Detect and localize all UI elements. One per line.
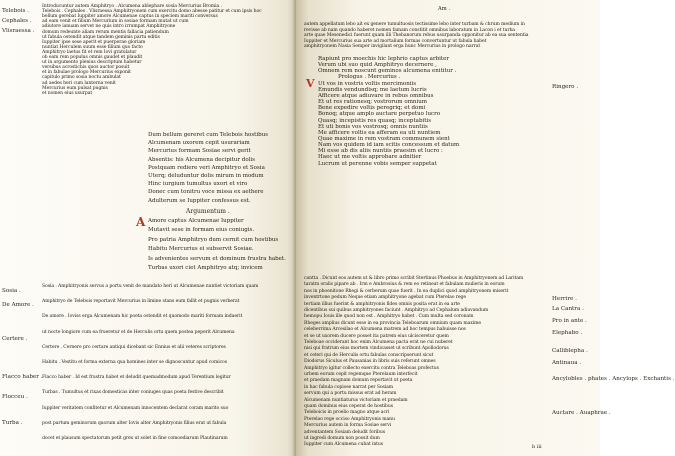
argument-line: Mercurius formam Sosiae servi gerit xyxy=(148,148,251,155)
verse-line: Afficere atque adiuvare in rebus omnibus xyxy=(318,92,434,99)
margin-note: Flacco haber . xyxy=(2,374,43,380)
text-line: Iuppiter et Mercurius sua arte ad mortalium formas convertuntur ut fabula habet xyxy=(304,38,487,44)
verse-line: Lucrum ut perenne vobis semper suppetat xyxy=(318,160,437,167)
text-line: Introducuntur autem Amphitryo . Alcumena ablephare sosia Mercurius Bromia . xyxy=(42,4,222,9)
text-line: ad aedes heri cum lanterna venit xyxy=(42,80,116,86)
text-line: taratm oralis pipare ab . Irm e Ambrosius & rem eo retineat et fabulam mulieris in eorum xyxy=(304,282,505,288)
text-line: et in fabulae prologo Mercurius exponit xyxy=(42,70,131,76)
verse-line: Quasq; incepistis res quasq; inceptabitis xyxy=(318,117,432,124)
verse-line: Nam vos quidem id iam scitis concessum et datum xyxy=(318,142,460,149)
text-line: capitulo primo sosia noctu ambulat xyxy=(42,75,121,81)
argument-line: Postquam rediere veri Amphitryo et Sosia xyxy=(148,164,265,171)
margin-note: La Cantra . xyxy=(552,306,584,312)
top-commentary-block xyxy=(304,22,544,52)
argument-line: Is advenientes servum et dominum frustra habet. xyxy=(148,255,286,262)
text-line: nos in phoenitone Rhegi & cerberum quae fuerit . In ea duplici quod amphitryonem miserit xyxy=(304,288,509,294)
verse-line: Prologus . Mercurius . xyxy=(338,74,401,81)
text-line: Flacco haber . Id est frustra habet et deludit quemadmodum apud Terentium legitur xyxy=(42,375,231,381)
margin-note: Turba . xyxy=(2,420,23,426)
verse-line: Omnem rem noscunt geminos alcumena enititur . xyxy=(318,68,457,75)
text-line: tertiam illius fuerint & amphitryonis fides omnis posita erat in ea arte xyxy=(304,301,460,307)
margin-note: Calliblepha . xyxy=(552,348,588,354)
text-line: Iuppiter veritatem confitetur et Alcumenam innocentem declarat coram marito suo xyxy=(42,405,229,411)
text-line: ut fabula ostendit atque tandem geminis partu editis xyxy=(42,34,160,40)
text-line: in hac fabula copiose narrat per Sosiam xyxy=(304,384,394,390)
margin-note: Flocceu . xyxy=(2,394,28,400)
margin-note: Cephales . xyxy=(2,18,32,24)
margin-note: Ancylobles . phates . Ancylops . Exchantis . xyxy=(552,376,675,382)
text-line: et se ut uxorem ducere posset ita patrem eius ulcisceretur quem xyxy=(304,333,449,339)
verse-line: Emundis vendundisq; me laetum lucris xyxy=(318,86,427,93)
verse-line: Et uti bonis vos vostrosq; omnis nuntiis xyxy=(318,123,428,130)
argument-line: Habitu Mercurius ei subservit Sosiae. xyxy=(148,246,254,253)
argument-line: Mutavit sese in formam eius coniugis. xyxy=(148,227,255,234)
argument-verses xyxy=(136,132,290,278)
text-line: Sosia . Amphitryonis servus a portu venit de mandato heri ut Alcumenae nuntiet victoriam quam xyxy=(42,284,259,289)
text-line: Certere . Cernere pro certare antiqui dicebant sic Ennius et alii veteres scriptores xyxy=(42,344,226,350)
text-line: amphitryonem Nasia Semper invigilant erga hunc Mercurius in prologo narrat xyxy=(304,44,481,50)
verse-line: Mi esse ab dis aliis nuntiis praesim et lucro : xyxy=(318,148,443,155)
text-line: Turbas . Tumultus et rixas domesticas inter coniuges quas poeta festive describit xyxy=(42,390,224,396)
intro-text-block xyxy=(42,4,282,96)
text-line: ut in argumento plenius descriptum habetur xyxy=(42,60,142,66)
verse-line: Bene expedire voltis peregriq; et domi xyxy=(318,105,426,112)
text-line: Iuppiter ipse sese aperit et puerperae gloriam xyxy=(42,39,146,45)
text-line: bellum gerebat Iuppiter amore Alcumenae captus in speciem mariti conversus xyxy=(42,14,218,20)
right-page xyxy=(296,0,675,456)
argument-line: Dum bellum gereret cum Telebois hostibus xyxy=(148,132,269,138)
margin-note: Vlisraessa . xyxy=(2,28,35,34)
text-line: Amphitryo de Telebois reportavit Mercurius in limine stans eum fallit et pugnis verberat xyxy=(42,299,240,305)
margin-note: Herrire . xyxy=(552,296,577,302)
text-line: adventantem Sosiam deludit foribus xyxy=(304,429,385,435)
verse-line: Quae maxime in rem vostram communem sient xyxy=(318,135,450,142)
left-page xyxy=(0,0,296,456)
argument-line: Donec cum tonitru voce missa ex aethere xyxy=(148,189,264,196)
text-line: et praedam magnam domum reportavit ut poeta xyxy=(304,378,413,384)
margin-note: Auctare . Auaphrae . xyxy=(552,410,611,416)
text-line: ut nocte longiore cum ea frueretur et de Herculis ortu quem postea peperit Alcumena xyxy=(42,329,235,335)
verse-line: Ut vos in vostris voltis mercimoniis xyxy=(318,80,417,87)
text-line: celeberrima Arcesilao et Alcumena matrem ad hoc tempus habuisse nos xyxy=(304,327,466,333)
argument-line: Amore captus Alcumenae Iuppiter xyxy=(148,218,244,224)
commentary-text-block xyxy=(42,282,288,452)
text-line: post partum geminorum quorum alter Iovis alter Amphitryonis filius erat ut fabula xyxy=(42,420,227,426)
text-line: docet et plausum spectatorum petit grex ut solet in fine comoediarum Plautinarum xyxy=(42,436,228,441)
text-line: Mercurius eum pulsat pugnis xyxy=(42,85,108,91)
rubricated-initial: V xyxy=(306,77,315,90)
text-line: Amphitryo laetus fit et rem Iovi gratulatur xyxy=(42,49,137,55)
running-headline: Am . xyxy=(438,6,450,12)
argument-heading: Argumentum . xyxy=(186,208,230,215)
text-line: Teleboicis in proelio magno atque acri xyxy=(304,410,390,416)
margin-note: Sosia . xyxy=(2,288,21,294)
text-line: cantta . Dicunt eos autem ut & libro primo scribit Stertinus Phoebus in Amphitryonem ad Laritam xyxy=(304,276,524,281)
text-line: Teleboae occiderant hoc enim Alcumena pacta erat ne cui nuberet xyxy=(304,340,453,345)
argument-line: Pro patria Amphitryo dum cernit cum hostibus xyxy=(148,236,279,243)
text-line: autem appellatum lebo ait ex genere tumultuosis tectissime lebo inter turbam & chrum medium in xyxy=(304,22,525,27)
argument-line: Turbas uxori ciet Amphitryo atq; invicem xyxy=(148,265,263,271)
margin-note: Elephabo . xyxy=(552,330,583,336)
verse-line: Me afficere voltis ea afferam ea uti nuntiem xyxy=(318,129,441,136)
margin-note: Certere . xyxy=(2,336,28,342)
bottom-commentary-block xyxy=(304,276,544,452)
text-line: dicentibus sui quibus amphitryones faciunt . Amphitryo ad Cephalum adiuvandum xyxy=(304,308,489,313)
text-line: Mercurius autem in forma Sosiae servi xyxy=(304,423,392,429)
text-line: arte quae Mesenedici fuerunt quam illi Thebanorum rebus usurpanda opponitur ab ea sua sententia xyxy=(304,33,529,39)
text-line: Pterelao rege occiso Amphitryonis manu xyxy=(304,416,395,422)
text-line: et nomen eius usurpat xyxy=(42,90,93,96)
argument-line: Alcumenam uxorem cepit usurariam xyxy=(148,140,250,147)
text-line: quam dominus eius ceperat de hostibus xyxy=(304,404,393,409)
text-line: inventrtone pedum Neque etiam amphitryone agebat cum Pterelao rege xyxy=(304,295,466,301)
margin-note: Antinaua . xyxy=(552,360,582,366)
margin-note: De Amore . xyxy=(2,302,34,308)
signature-mark: b iii xyxy=(532,444,542,450)
text-line: nisi qui fratrum eius mortem vindicasset ut scribunt Apollodorus xyxy=(304,346,449,352)
text-line: nuntiat Herculem suum esse filium quo facto xyxy=(42,44,143,50)
verse-line: Bonoq; atque amplo auctare perpetuo lucro xyxy=(318,111,441,118)
text-line: revisse ab nam quando haberet nomen famam constitit omnibus laboratum in Lacon i et turba xyxy=(304,27,515,33)
text-line: adiutore ianuam servet ne quis intro irrumpat Amphitryone xyxy=(42,24,176,30)
rubricated-initial: A xyxy=(136,215,146,229)
argument-line: Absentis: his Alcumena decipitur dolis xyxy=(148,156,255,163)
text-line: ut ingredi domum non possit dum xyxy=(304,436,380,441)
text-line: domum redeunte aliam rerum mentis fallacia patiendum xyxy=(42,29,169,35)
prologue-verses xyxy=(306,56,532,168)
text-line: et ceteri qui de Herculis ortu fabulas conscripserunt sicut xyxy=(304,352,434,358)
margin-note: Ringero . xyxy=(552,84,579,90)
text-line: urbem eorum cepit regemque Pterelaum interfecit xyxy=(304,372,418,377)
text-line: servum qui a portu missus erat ad heram xyxy=(304,391,397,397)
text-line: Alcumenam nuntiaturus victoriam et praedam xyxy=(304,397,408,403)
text-line: ad eam venit et filium Mercurium in sosiae formam mutat ut cum xyxy=(42,19,189,25)
argument-line: Adulterum se Iuppiter confessus est. xyxy=(148,197,251,204)
text-line: ob eam rem populus omnis gaudet et plaudit xyxy=(42,55,143,60)
text-line: hemopu Iouis ille quod non est . Amphitryo habet . Cum multa sed coronam xyxy=(304,314,474,320)
text-line: Amphitryo igitur collecto exercitu contra Teleboas profectus xyxy=(304,365,439,371)
verse-line: Haec ut me voltis approbare adnitier xyxy=(318,154,422,161)
margin-note: Telebois . xyxy=(2,8,29,14)
argument-line: Uterq; deluduntur dolis mirum in modum xyxy=(148,173,264,179)
text-line: Rheges amplius dicunt esse in ea provincia Teleboarum omnium quam maxime xyxy=(304,320,481,326)
text-line: De amore . Ioviss erga Alcumenam hic poeta ostendit et quomodo mariti formam induerit xyxy=(42,314,243,320)
verse-line: Verum ubi suo quid Amphitryo decernere , xyxy=(318,62,437,69)
verse-line: Et ut res rationesq; vostrorum omnium xyxy=(318,99,427,106)
text-line: Telebois . Cephales . Vlisraessa Amphitryonem cum exercitu domo abesse patitur et cum ipsis hoc xyxy=(42,9,262,15)
verse-line: Rapiunt pro moechis hic lephrio captus arbiter xyxy=(318,56,449,62)
text-line: Diodorus Siculus et Pausanias in libris suis referunt omnes xyxy=(304,359,436,365)
text-line: Habitu . Vestitu et forma externa qua homines inter se dignoscuntur apud comicos xyxy=(42,360,227,365)
text-line: Iuppiter cum Alcumena cubat intus xyxy=(304,442,384,448)
margin-note: Pro in ante . xyxy=(552,318,587,324)
argument-line: Hinc iurgium tumultus uxori et viro xyxy=(148,181,248,188)
text-line: versibus acrostichis quos auctor posuit xyxy=(42,65,130,71)
